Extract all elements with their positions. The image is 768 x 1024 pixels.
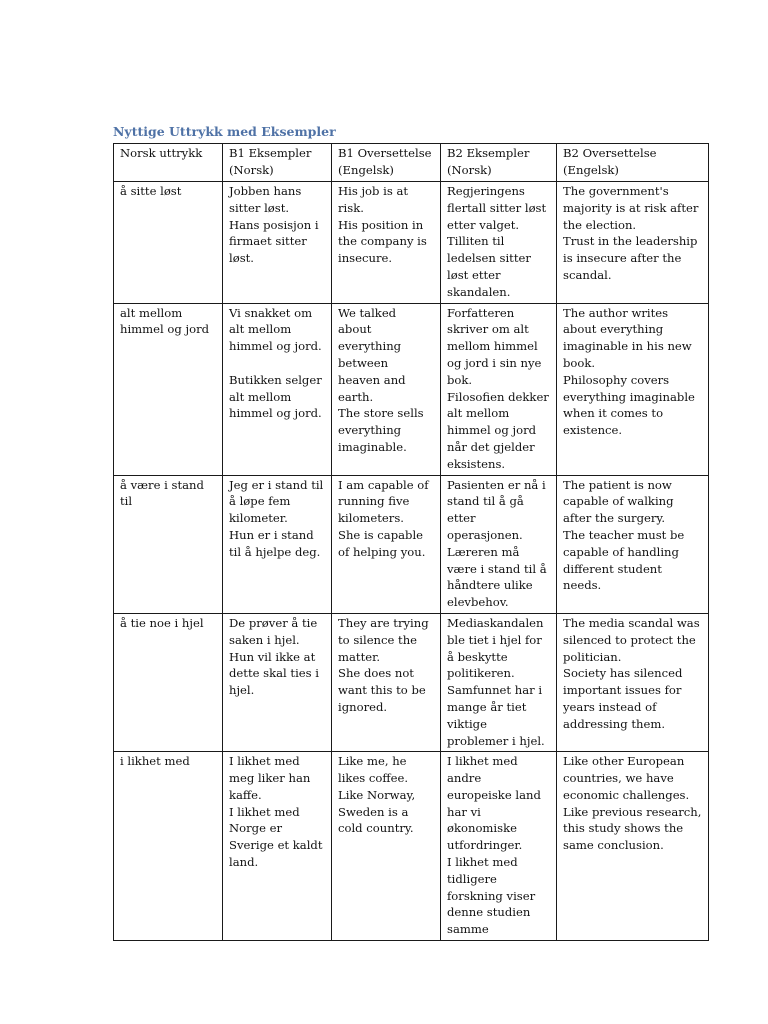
b2-norwegian-cell: Forfatteren skriver om alt mellom himmel og jord i sin nye bok. Filosofien dekker alt mellom himmel og jord når det gjelder eksistens. [441, 303, 557, 475]
b1-norwegian-cell: I likhet med meg liker han kaffe. I likhet med Norge er Sverige et kaldt land. [223, 752, 332, 941]
expression-cell: å sitte løst [114, 182, 223, 304]
header-cell: B2 Eksempler (Norsk) [441, 144, 557, 182]
document-title: Nyttige Uttrykk med Eksempler [113, 124, 336, 139]
b2-english-cell: The government's majority is at risk after the election. Trust in the leadership is insecure after the scandal. [557, 182, 709, 304]
b1-norwegian-cell: Jobben hans sitter løst. Hans posisjon i firmaet sitter løst. [223, 182, 332, 304]
expression-cell: alt mellom himmel og jord [114, 303, 223, 475]
expression-cell: å tie noe i hjel [114, 613, 223, 751]
expression-cell: i likhet med [114, 752, 223, 941]
b2-english-cell: The media scandal was silenced to protect the politician. Society has silenced important issues for years instead of addressing them. [557, 613, 709, 751]
table-row [114, 752, 709, 941]
b1-english-cell: Like me, he likes coffee. Like Norway, Sweden is a cold country. [332, 752, 441, 941]
table-header-row [114, 144, 709, 182]
b2-norwegian-cell: Regjeringens flertall sitter løst etter valget. Tilliten til ledelsen sitter løst etter skandalen. [441, 182, 557, 304]
b2-english-cell: Like other European countries, we have economic challenges. Like previous research, this study shows the same conclusion. [557, 752, 709, 941]
table-row [114, 475, 709, 613]
b1-english-cell: His job is at risk. His position in the company is insecure. [332, 182, 441, 304]
b1-norwegian-cell: Jeg er i stand til å løpe fem kilometer. Hun er i stand til å hjelpe deg. [223, 475, 332, 613]
b2-norwegian-cell: Mediaskandalen ble tiet i hjel for å beskytte politikeren. Samfunnet har i mange år tiet viktige problemer i hjel. [441, 613, 557, 751]
b2-norwegian-cell: Pasienten er nå i stand til å gå etter operasjonen. Læreren må være i stand til å håndtere ulike elevbehov. [441, 475, 557, 613]
header-cell: B1 Oversettelse (Engelsk) [332, 144, 441, 182]
b2-english-cell: The patient is now capable of walking after the surgery. The teacher must be capable of handling different student needs. [557, 475, 709, 613]
table-row [114, 613, 709, 751]
header-cell: B2 Oversettelse (Engelsk) [557, 144, 709, 182]
expressions-table [113, 143, 709, 941]
expression-cell: å være i stand til [114, 475, 223, 613]
b2-norwegian-cell: I likhet med andre europeiske land har vi økonomiske utfordringer. I likhet med tidligere forskning viser denne studien samme [441, 752, 557, 941]
b2-english-cell: The author writes about everything imaginable in his new book. Philosophy covers everything imaginable when it comes to existence. [557, 303, 709, 475]
b1-english-cell: They are trying to silence the matter. She does not want this to be ignored. [332, 613, 441, 751]
b1-english-cell: I am capable of running five kilometers. She is capable of helping you. [332, 475, 441, 613]
b1-norwegian-cell: De prøver å tie saken i hjel. Hun vil ikke at dette skal ties i hjel. [223, 613, 332, 751]
table-row [114, 182, 709, 304]
header-cell: Norsk uttrykk [114, 144, 223, 182]
header-cell: B1 Eksempler (Norsk) [223, 144, 332, 182]
b1-english-cell: We talked about everything between heaven and earth. The store sells everything imaginable. [332, 303, 441, 475]
b1-norwegian-cell: Vi snakket om alt mellom himmel og jord. Butikken selger alt mellom himmel og jord. [223, 303, 332, 475]
table-row [114, 303, 709, 475]
